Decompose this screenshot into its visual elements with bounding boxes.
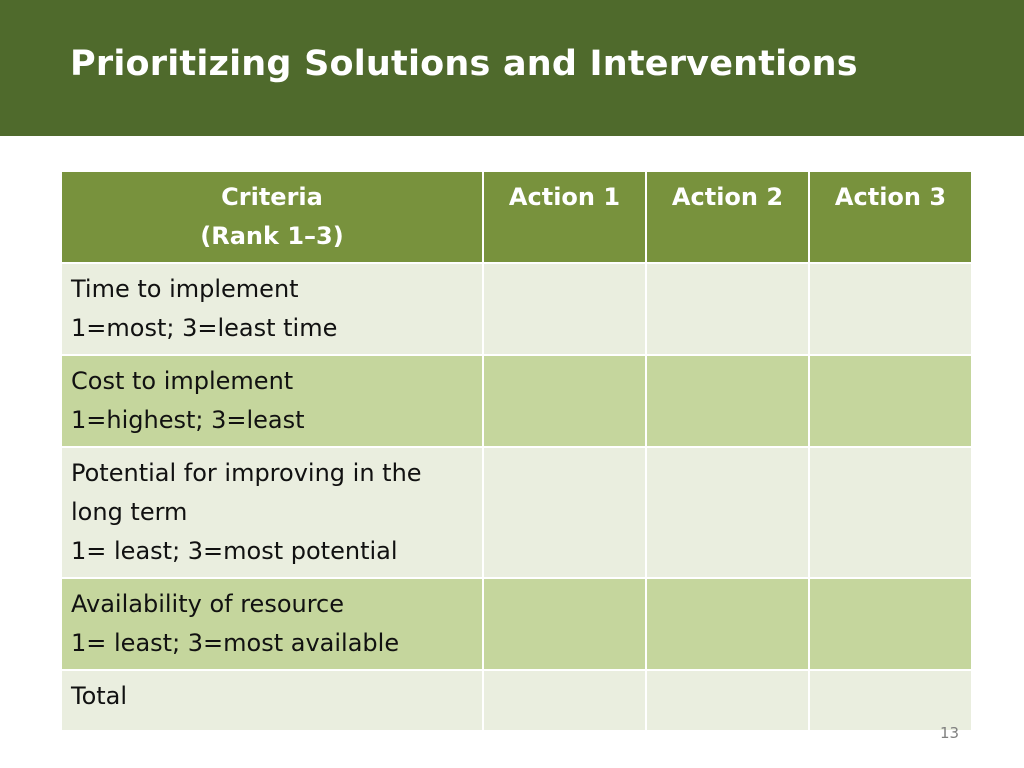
- criteria-scale: 1= least; 3=most potential: [71, 537, 398, 565]
- table-row: [61, 447, 972, 578]
- score-cell[interactable]: [483, 263, 646, 355]
- criteria-label-cont: long term: [71, 498, 188, 526]
- criteria-cell-potential: [61, 447, 483, 578]
- header-action-1: Action 1: [483, 171, 646, 263]
- score-cell[interactable]: [483, 578, 646, 670]
- table-header-row: [61, 171, 972, 263]
- total-cell[interactable]: [483, 670, 646, 731]
- score-cell[interactable]: [646, 447, 809, 578]
- score-cell[interactable]: [646, 578, 809, 670]
- table-row: [61, 263, 972, 355]
- header-action-3: Action 3: [809, 171, 972, 263]
- table-row-total: [61, 670, 972, 731]
- table-row: [61, 355, 972, 447]
- criteria-label: Potential for improving in the: [71, 459, 422, 487]
- slide-title: Prioritizing Solutions and Interventions: [70, 44, 858, 84]
- score-cell[interactable]: [646, 355, 809, 447]
- criteria-cell-time: [61, 263, 483, 355]
- header-criteria-line2: (Rank 1–3): [200, 222, 344, 250]
- criteria-table: [60, 170, 973, 732]
- score-cell[interactable]: [646, 263, 809, 355]
- criteria-cell-cost: [61, 355, 483, 447]
- criteria-scale: 1=most; 3=least time: [71, 314, 338, 342]
- total-cell[interactable]: [809, 670, 972, 731]
- criteria-scale: 1= least; 3=most available: [71, 629, 400, 657]
- criteria-label: Time to implement: [71, 275, 299, 303]
- table-row: [61, 578, 972, 670]
- score-cell[interactable]: [809, 355, 972, 447]
- page-number: 13: [940, 724, 960, 742]
- header-action-2: Action 2: [646, 171, 809, 263]
- header-criteria: [61, 171, 483, 263]
- total-cell[interactable]: [646, 670, 809, 731]
- criteria-cell-total: [61, 670, 483, 731]
- criteria-cell-availability: [61, 578, 483, 670]
- score-cell[interactable]: [483, 447, 646, 578]
- score-cell[interactable]: [809, 263, 972, 355]
- criteria-scale: 1=highest; 3=least: [71, 406, 305, 434]
- score-cell[interactable]: [809, 447, 972, 578]
- criteria-label: Cost to implement: [71, 367, 294, 395]
- title-bar: [0, 0, 1024, 136]
- score-cell[interactable]: [809, 578, 972, 670]
- total-label: Total: [71, 682, 128, 710]
- score-cell[interactable]: [483, 355, 646, 447]
- criteria-label: Availability of resource: [71, 590, 345, 618]
- header-criteria-line1: Criteria: [221, 183, 323, 211]
